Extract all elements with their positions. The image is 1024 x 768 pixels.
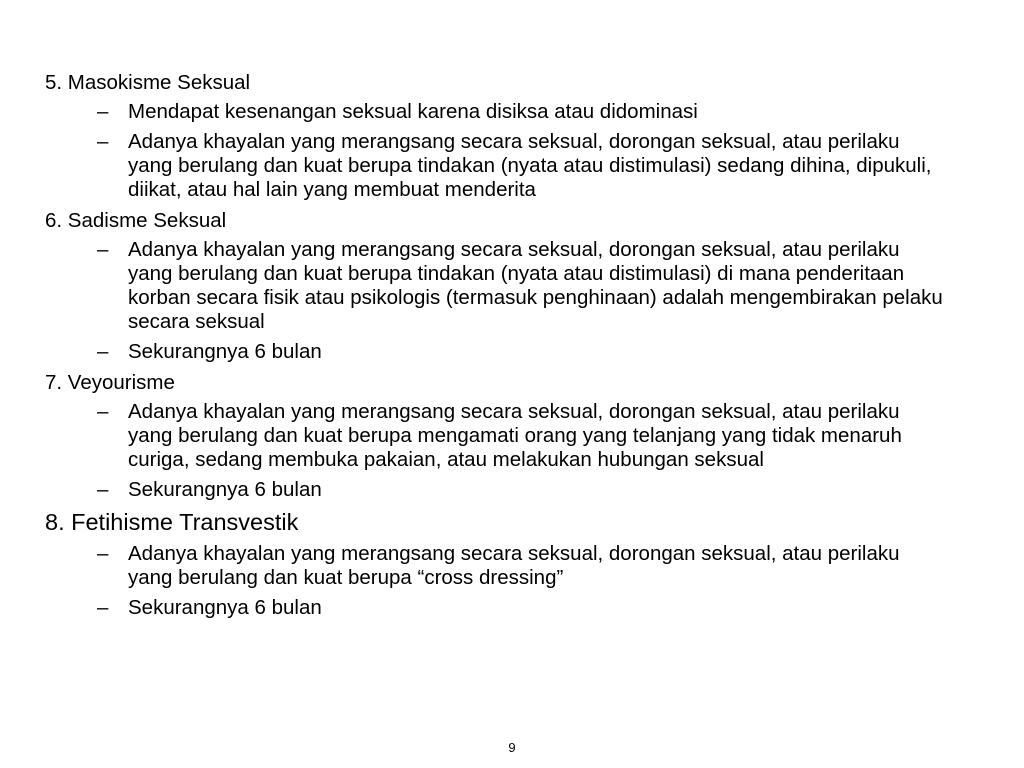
bullet-item xyxy=(45,478,945,502)
section-title: 7. Veyourisme xyxy=(45,371,175,394)
bullet-dash: – xyxy=(97,130,109,153)
section-title: 5. Masokisme Seksual xyxy=(45,71,251,94)
bullet-dash: – xyxy=(97,400,109,423)
section-masokisme xyxy=(45,70,945,202)
section-sadisme xyxy=(45,208,945,364)
section-fetihisme xyxy=(45,508,945,620)
bullet-item xyxy=(45,400,945,472)
bullet-item xyxy=(45,130,945,202)
bullet-list xyxy=(45,100,945,202)
bullet-text: Adanya khayalan yang merangsang secara seksual, dorongan seksual, atau perilaku yang berulang dan kuat berupa tindakan (nyata atau distimulasi) sedang dihina, dipukuli, diikat, atau hal lain yang membuat menderita xyxy=(128,130,932,201)
bullet-list xyxy=(45,400,945,502)
slide-content xyxy=(45,70,945,626)
bullet-dash: – xyxy=(97,478,109,501)
bullet-text: Sekurangnya 6 bulan xyxy=(128,596,322,619)
bullet-item xyxy=(45,100,945,124)
page-number: 9 xyxy=(508,740,516,755)
bullet-item xyxy=(45,596,945,620)
bullet-item xyxy=(45,340,945,364)
bullet-list xyxy=(45,238,945,364)
section-veyourisme xyxy=(45,370,945,502)
bullet-text: Sekurangnya 6 bulan xyxy=(128,478,322,501)
bullet-dash: – xyxy=(97,340,109,363)
bullet-text: Mendapat kesenangan seksual karena disiksa atau didominasi xyxy=(128,100,698,123)
bullet-text: Adanya khayalan yang merangsang secara seksual, dorongan seksual, atau perilaku yang berulang dan kuat berupa tindakan (nyata atau distimulasi) di mana penderitaan korban secara fisik atau psikologis (termasuk penghinaan) adalah mengembirakan pelaku secara seksual xyxy=(128,238,943,333)
bullet-text: Adanya khayalan yang merangsang secara seksual, dorongan seksual, atau perilaku yang berulang dan kuat berupa mengamati orang yang telanjang yang tidak menaruh curiga, sedang membuka pakaian, atau melakukan hubungan seksual xyxy=(128,400,902,471)
bullet-item xyxy=(45,542,945,590)
bullet-text: Sekurangnya 6 bulan xyxy=(128,340,322,363)
bullet-dash: – xyxy=(97,542,109,565)
section-title: 8. Fetihisme Transvestik xyxy=(45,509,299,535)
bullet-dash: – xyxy=(97,100,109,123)
bullet-text: Adanya khayalan yang merangsang secara seksual, dorongan seksual, atau perilaku yang berulang dan kuat berupa “cross dressing” xyxy=(128,542,900,589)
section-title: 6. Sadisme Seksual xyxy=(45,209,227,232)
bullet-item xyxy=(45,238,945,334)
bullet-dash: – xyxy=(97,238,109,261)
bullet-dash: – xyxy=(97,596,109,619)
bullet-list xyxy=(45,542,945,620)
